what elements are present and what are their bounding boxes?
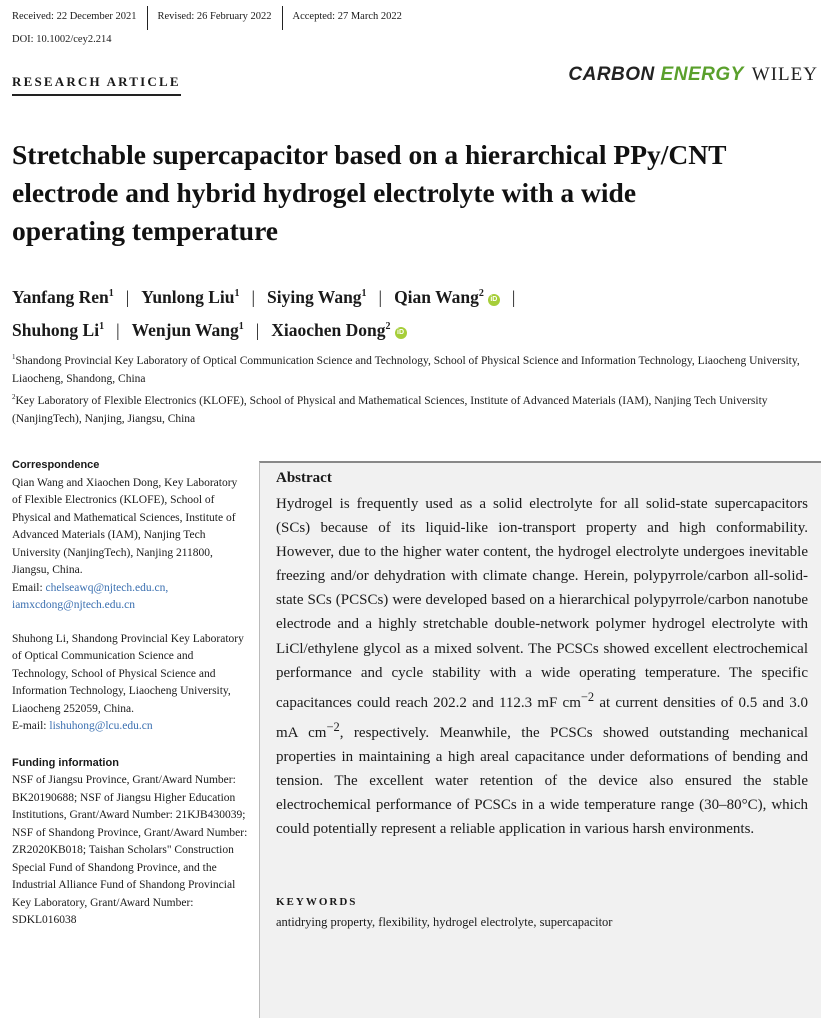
abstract-text: Hydrogel is frequently used as a solid electrolyte for all solid-state supercapacitors (SCs) because of its liquid-like ion-transport property and high conformability. However, due to the higher water content, the hydrogel electrolyte undergoes inevitable freezing and/or dehydration with climate change. Herein, polypyrrole/carbon all-solid-state SCs (PCSCs) were developed based on a hierarchical polypyrrole/carbon nanotube electrode and a highly stretchable double-network polymer hydrogel electrolyte with LiCl/ethylene glycol as a mixed solvent. The PCSCs showed excellent electrochemical performance and cycle stability with a wide operating temperature. The specific capacitances could reach 202.2 and 112.3 mF $cm^{-2}$ at current densities of 0.5 and 3.0 mA $cm^{-2}$, respectively. Meanwhile, the PCSCs showed outstanding mechanical properties in maintaining a high areal capacitance under deformations of bending and tension. The excellent water retention of the device also ensured the stable electrochemical performance of PCSCs in a wide temperature range (30–80°C), which could potentially represent a reliable application in various harsh environments. (276, 496, 808, 838)
publisher-logo: WILEY (751, 64, 818, 85)
author-name[interactable]: Yanfang Ren$^1$ (12, 286, 114, 307)
author-name[interactable]: Xiaochen Dong$^2$iD (271, 320, 406, 340)
email-link[interactable]: lishuhong@lcu.edu.cn (49, 720, 153, 732)
correspondence-heading: Correspondence (12, 459, 100, 471)
author-name[interactable]: Siying Wang$^1$ (267, 286, 367, 307)
orcid-icon[interactable]: iD (488, 294, 500, 306)
correspondence-text: Qian Wang and Xiaochen Dong, Key Laboratory of Flexible Electronics (KLOFE), School of Physical and Mathematical Sciences, Institute of Advanced Materials (IAM), Nanjing Tech University (NanjingTech), Nanjing 211800, Jiangsu, China. (12, 476, 238, 576)
orcid-icon[interactable]: iD (395, 327, 407, 339)
author-name[interactable]: Qian Wang$^2$iD (394, 287, 500, 307)
article-type: RESEARCH ARTICLE (12, 74, 181, 96)
author-name[interactable]: Wenjun Wang$^1$ (131, 319, 244, 340)
date-history (12, 6, 412, 30)
journal-logo: CARBON ENERGY (568, 64, 744, 85)
correspondence-email: Email: chelseawq@njtech.edu.cn, iamxcdong@njtech.edu.cn (12, 581, 169, 611)
email-link[interactable]: chelseawq@njtech.edu.cn, (45, 581, 169, 594)
funding-text: NSF of Jiangsu Province, Grant/Award Number: BK20190688; NSF of Jiangsu Higher Education Institutions, Grant/Award Number: 21KJB430039; NSF of Shandong Province, Grant/Award Number: ZR2020KB018; Taishan Scholars" Construction Special Fund of Shandong Province, and the Industrial Alliance Fund of Shandong Provincial Key Laboratory, Grant/Award Number: SDKL016038 (12, 774, 248, 926)
abstract-panel (259, 461, 821, 1018)
author-list: Yanfang Ren$^1$ | Yunlong Liu$^1$ | Siying Wang$^1$ | Qian Wang$^2$iD | Shuhong Li$^1$ | Wenjun Wang$^1$ | Xiaochen Dong$^2$iD (12, 286, 516, 340)
keywords-text: antidrying property, flexibility, hydrogel electrolyte, supercapacitor (276, 915, 613, 929)
affiliation-2: $^2$Key Laboratory of Flexible Electronics (KLOFE), School of Physical and Mathematical Sciences, Institute of Advanced Materials (IAM), Nanjing Tech University (NanjingTech), Nanjing, Jiangsu, China (12, 393, 768, 426)
doi[interactable]: DOI: 10.1002/cey2.214 (12, 34, 112, 45)
accepted-date: Accepted: 27 March 2022 (292, 11, 402, 22)
correspondence-text: Shuhong Li, Shandong Provincial Key Laboratory of Optical Communication Science and Technology, School of Physical Science and Information Technology, Liaocheng University, Liaocheng 252059, China. (12, 632, 244, 715)
author-name[interactable]: Yunlong Liu$^1$ (141, 286, 240, 307)
received-date: Received: 22 December 2021 (12, 6, 148, 30)
correspondence-email: E-mail: lishuhong@lcu.edu.cn (12, 720, 153, 732)
article-sidebar (12, 457, 248, 930)
email-link[interactable]: iamxcdong@njtech.edu.cn (12, 599, 135, 611)
revised-date: Revised: 26 February 2022 (148, 6, 283, 30)
affiliation-1: $^1$Shandong Provincial Key Laboratory of Optical Communication Science and Technology, School of Physical Science and Information Technology, Liaocheng University, Liaocheng, Shandong, China (12, 353, 800, 386)
funding-heading: Funding information (12, 756, 119, 769)
journal-brand[interactable] (568, 64, 818, 86)
author-name[interactable]: Shuhong Li$^1$ (12, 319, 105, 340)
abstract-heading: Abstract (276, 470, 332, 486)
article-title: Stretchable supercapacitor based on a hierarchical PPy/CNT electrode and hybrid hydrogel electrolyte with a wide operating temperature (12, 139, 726, 246)
keywords-heading: KEYWORDS (276, 896, 358, 908)
